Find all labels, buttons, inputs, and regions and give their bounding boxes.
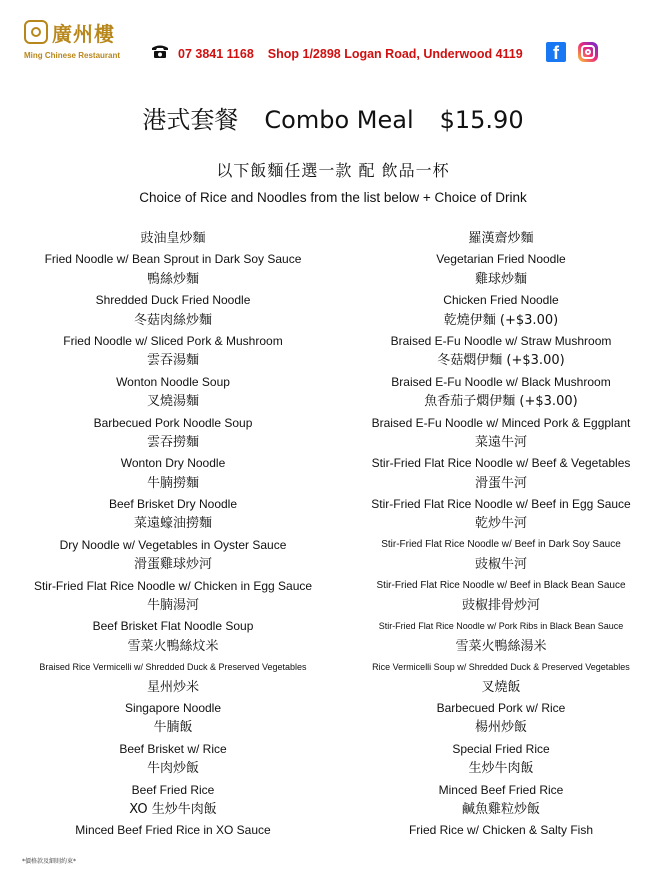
menu-item <box>336 270 666 311</box>
item-english-name: Braised E-Fu Noodle w/ Straw Mushroom <box>390 333 612 348</box>
menu-item <box>336 718 666 759</box>
subtitle-chinese: 以下飯麵任選一款 配 飲品一杯 <box>216 161 450 180</box>
menu-item <box>336 555 666 596</box>
item-chinese-name: 牛腩湯河 <box>146 598 199 614</box>
menu-column-left <box>8 229 338 841</box>
menu-item <box>336 229 666 270</box>
item-english-name: Shredded Duck Fried Noodle <box>95 293 251 308</box>
menu-item <box>8 392 338 433</box>
menu-item <box>336 800 666 841</box>
menu-item <box>8 229 338 270</box>
item-english-name: Minced Beef Fried Rice in XO Sauce <box>75 823 271 838</box>
item-chinese-name: 牛腩撈麵 <box>146 475 199 491</box>
item-chinese-name: 乾炒牛河 <box>474 516 527 532</box>
phone-icon <box>151 44 169 58</box>
menu-item <box>336 351 666 392</box>
menu-item <box>8 270 338 311</box>
item-english-name: Dry Noodle w/ Vegetables in Oyster Sauce <box>59 537 287 552</box>
item-chinese-name: 雞球炒麵 <box>474 271 527 287</box>
item-chinese-name: 叉燒湯麵 <box>146 394 199 410</box>
item-chinese-name: 雪菜火鴨絲炆米 <box>127 638 219 654</box>
footnote: *價格款及細則約束* <box>22 858 77 865</box>
menu-item <box>8 514 338 555</box>
item-chinese-name: 雲吞撈麵 <box>146 434 199 450</box>
restaurant-logo[interactable] <box>22 18 142 64</box>
menu-item <box>8 596 338 637</box>
item-chinese-name: 星州炒米 <box>146 679 199 695</box>
item-chinese-name: 冬菇肉絲炒麵 <box>133 312 212 328</box>
item-english-name: Fried Rice w/ Chicken & Salty Fish <box>408 823 594 838</box>
item-chinese-name: 魚香茄子燜伊麵 (+$3.00) <box>424 394 578 410</box>
logo-icon <box>24 20 48 44</box>
item-english-name: Wonton Dry Noodle <box>120 456 226 471</box>
item-chinese-name: 冬菇燜伊麵 (+$3.00) <box>437 353 565 369</box>
menu-item <box>8 759 338 800</box>
item-english-name: Singapore Noodle <box>124 700 222 715</box>
menu-item <box>336 433 666 474</box>
menu-item <box>336 514 666 555</box>
menu-column-right <box>336 229 666 841</box>
item-english-name: Stir-Fried Flat Rice Noodle w/ Chicken in Egg Sauce <box>33 578 313 593</box>
page-title <box>0 100 666 135</box>
item-english-name: Beef Fried Rice <box>131 782 215 797</box>
item-english-name: Stir-Fried Flat Rice Noodle w/ Beef & Vegetables <box>371 456 631 471</box>
item-chinese-name: 生炒牛肉飯 <box>468 761 534 777</box>
logo-chinese-name: 廣州樓 <box>52 22 115 46</box>
contact-line <box>178 47 523 61</box>
menu-item <box>336 678 666 719</box>
menu-item <box>8 800 338 841</box>
item-english-name: Chicken Fried Noodle <box>443 293 559 308</box>
menu-item <box>336 311 666 352</box>
item-chinese-name: 滑蛋牛河 <box>474 475 527 491</box>
item-chinese-name: 鴨絲炒麵 <box>146 271 199 287</box>
menu-item <box>336 637 666 678</box>
item-english-name: Beef Brisket Dry Noodle <box>108 497 238 512</box>
instagram-icon[interactable] <box>578 42 598 62</box>
title-price: $15.90 <box>439 106 524 134</box>
menu-item <box>336 392 666 433</box>
logo-english-name: Ming Chinese Restaurant <box>24 51 121 60</box>
menu-item <box>8 555 338 596</box>
item-chinese-name: 乾燒伊麵 (+$3.00) <box>443 312 559 328</box>
item-chinese-name: 豉椒排骨炒河 <box>461 598 540 614</box>
item-chinese-name: 雪菜火鴨絲湯米 <box>455 638 547 654</box>
item-english-name: Rice Vermicelli Soup w/ Shredded Duck & Preserved Vegetables <box>372 662 630 673</box>
title-english: Combo Meal <box>264 106 414 134</box>
facebook-icon[interactable]: f <box>546 42 566 62</box>
menu-item <box>8 311 338 352</box>
menu-item <box>336 596 666 637</box>
menu-item <box>8 433 338 474</box>
item-chinese-name: 牛肉炒飯 <box>146 761 199 777</box>
title-chinese: 港式套餐 <box>142 106 239 134</box>
item-english-name: Beef Brisket w/ Rice <box>119 741 227 756</box>
item-chinese-name: 豉油皇炒麵 <box>140 231 206 246</box>
item-english-name: Stir-Fried Flat Rice Noodle w/ Beef in Egg Sauce <box>371 497 631 512</box>
menu-item <box>8 637 338 678</box>
menu-item <box>8 351 338 392</box>
item-chinese-name: XO 生炒牛肉飯 <box>129 801 217 817</box>
menu-item <box>8 474 338 515</box>
menu-item <box>8 718 338 759</box>
item-chinese-name: 豉椒牛河 <box>474 557 527 573</box>
item-chinese-name: 菜遠蠔油撈麵 <box>133 516 212 532</box>
item-chinese-name: 滑蛋雞球炒河 <box>133 557 212 573</box>
item-english-name: Braised E-Fu Noodle w/ Minced Pork & Eggplant <box>371 415 631 430</box>
menu-item <box>8 678 338 719</box>
item-english-name: Stir-Fried Flat Rice Noodle w/ Beef in Dark Soy Sauce <box>381 538 621 550</box>
header <box>0 0 666 80</box>
menu-item <box>336 474 666 515</box>
item-english-name: Wonton Noodle Soup <box>116 374 230 389</box>
item-chinese-name: 雲吞湯麵 <box>146 353 199 369</box>
item-english-name: Fried Noodle w/ Bean Sprout in Dark Soy Sauce <box>44 252 302 267</box>
address: Shop 1/2898 Logan Road, Underwood 4119 <box>267 47 523 61</box>
item-english-name: Fried Noodle w/ Sliced Pork & Mushroom <box>63 333 283 348</box>
item-chinese-name: 羅漢齋炒麵 <box>468 231 534 246</box>
item-english-name: Special Fried Rice <box>452 741 550 756</box>
item-english-name: Barbecued Pork w/ Rice <box>436 700 566 715</box>
phone-number[interactable]: 07 3841 1168 <box>178 47 254 61</box>
item-chinese-name: 楊州炒飯 <box>474 720 527 736</box>
item-chinese-name: 菜遠牛河 <box>474 434 527 450</box>
item-english-name: Stir-Fried Flat Rice Noodle w/ Beef in Black Bean Sauce <box>376 579 626 591</box>
menu-item <box>336 759 666 800</box>
item-english-name: Minced Beef Fried Rice <box>438 782 564 797</box>
item-english-name: Braised E-Fu Noodle w/ Black Mushroom <box>391 374 611 389</box>
item-english-name: Vegetarian Fried Noodle <box>436 252 566 267</box>
item-english-name: Barbecued Pork Noodle Soup <box>93 415 253 430</box>
item-english-name: Stir-Fried Flat Rice Noodle w/ Pork Ribs in Black Bean Sauce <box>378 621 624 632</box>
item-english-name: Braised Rice Vermicelli w/ Shredded Duck & Preserved Vegetables <box>39 662 307 673</box>
item-english-name: Beef Brisket Flat Noodle Soup <box>92 619 254 634</box>
subtitle-english: Choice of Rice and Noodles from the list below + Choice of Drink <box>139 190 527 205</box>
item-chinese-name: 叉燒飯 <box>481 679 521 695</box>
item-chinese-name: 牛腩飯 <box>153 720 193 736</box>
item-chinese-name: 鹹魚雞粒炒飯 <box>461 801 540 817</box>
